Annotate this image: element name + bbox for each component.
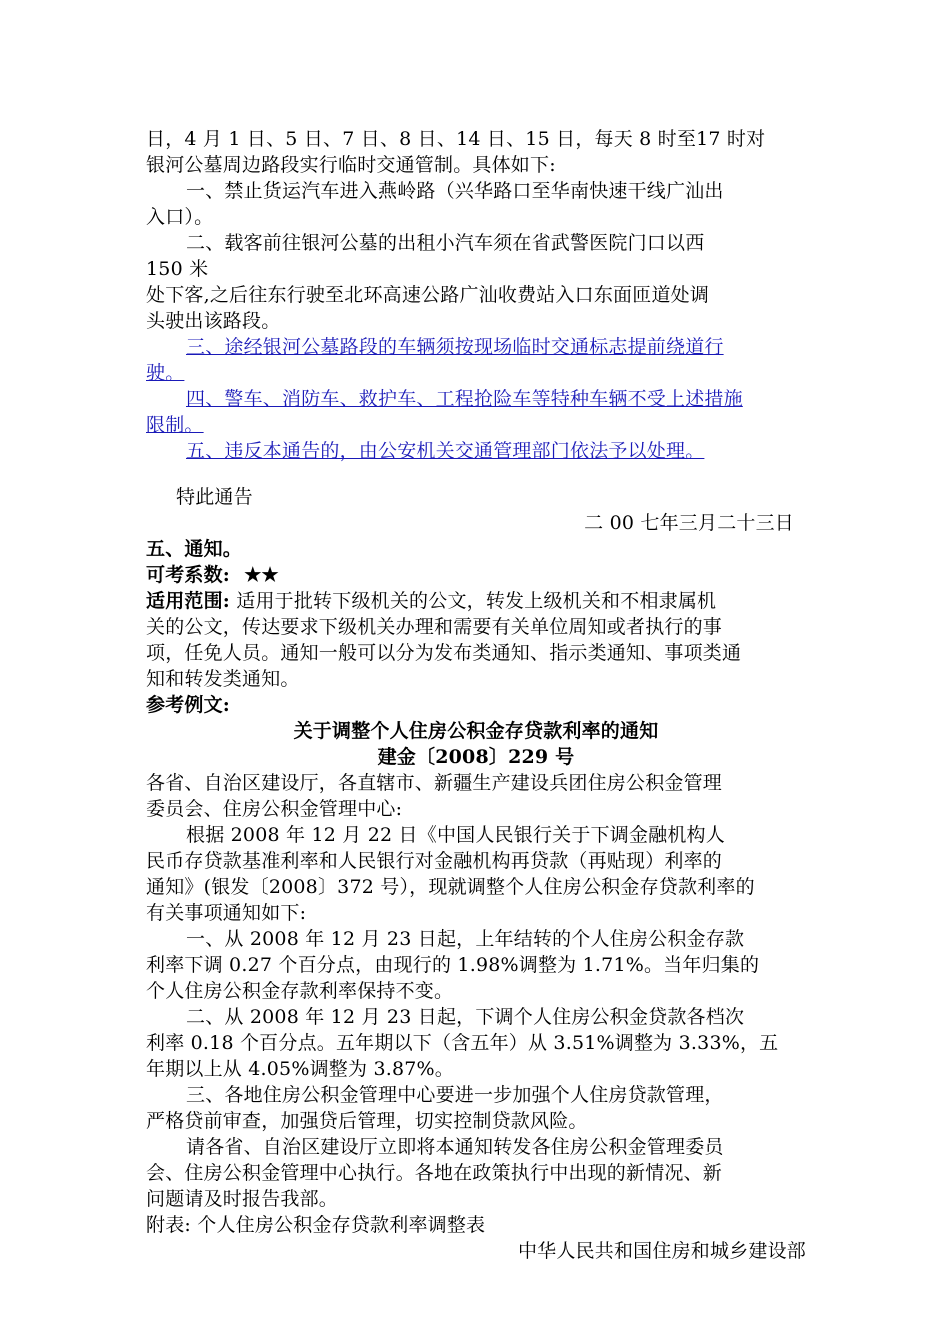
scope-line: 知和转发类通知。 bbox=[146, 668, 300, 690]
example-doc-number: 建金〔2008〕229 号 bbox=[377, 746, 575, 768]
example-line: 根据 2008 年 12 月 22 日《中国人民银行关于下调金融机构人 bbox=[186, 824, 725, 846]
exam-factor bbox=[146, 562, 806, 588]
example-line: 通知》(银发〔2008〕372 号），现就调整个人住房公积金存贷款利率的 bbox=[146, 876, 755, 898]
scope-text: 适用于批转下级机关的公文，转发上级机关和不相隶属机 bbox=[230, 590, 717, 612]
notice-item-1: 一、禁止货运汽车进入燕岭路（兴华路口至华南快速干线广汕出 bbox=[186, 180, 724, 202]
notice-item-4-link-cont[interactable]: 限制。 bbox=[146, 414, 204, 436]
attachment-line: 附表: 个人住房公积金存贷款利率调整表 bbox=[146, 1214, 486, 1236]
notice-item-3-link-cont[interactable]: 驶。 bbox=[146, 362, 185, 384]
example-line: 会、住房公积金管理中心执行。各地在政策执行中出现的新情况、新 bbox=[146, 1162, 723, 1184]
example-line: 个人住房公积金存款利率保持不变。 bbox=[146, 980, 454, 1002]
example-line: 利率下调 0.27 个百分点，由现行的 1.98%调整为 1.71%。当年归集的 bbox=[146, 954, 760, 976]
notice-date: 二 00 七年三月二十三日 bbox=[584, 512, 794, 534]
example-line: 年期以上从 4.05%调整为 3.87%。 bbox=[146, 1058, 454, 1080]
star-rating-icon: ★★ bbox=[244, 564, 279, 586]
example-line: 利率 0.18 个百分点。五年期以下（含五年）从 3.51%调整为 3.33%，五 bbox=[146, 1032, 779, 1054]
example-line: 一、从 2008 年 12 月 23 日起，上年结转的个人住房公积金存款 bbox=[186, 928, 745, 950]
section-heading: 五、通知。 bbox=[146, 538, 243, 560]
example-line: 民币存贷款基准利率和人民银行对金融机构再贷款（再贴现）利率的 bbox=[146, 850, 723, 872]
notice-line: 处下客,之后往东行驶至北环高速公路广汕收费站入口东面匝道处调 bbox=[146, 284, 710, 306]
notice-item-4-link[interactable]: 四、警车、消防车、救护车、工程抢险车等特种车辆不受上述措施 bbox=[186, 388, 743, 410]
example-label: 参考例文: bbox=[146, 694, 231, 716]
example-line: 请各省、自治区建设厅立即将本通知转发各住房公积金管理委员 bbox=[186, 1136, 724, 1158]
example-title: 关于调整个人住房公积金存贷款利率的通知 bbox=[293, 720, 659, 742]
scope-line bbox=[146, 588, 806, 614]
example-line: 三、各地住房公积金管理中心要进一步加强个人住房贷款管理， bbox=[186, 1084, 724, 1106]
notice-line: 银河公墓周边路段实行临时交通管制。具体如下: bbox=[146, 154, 556, 176]
scope-line: 关的公文，传达要求下级机关办理和需要有关单位周知或者执行的事 bbox=[146, 616, 723, 638]
example-line: 各省、自治区建设厅，各直辖市、新疆生产建设兵团住房公积金管理 bbox=[146, 772, 723, 794]
notice-item-3-link[interactable]: 三、途经银河公墓路段的车辆须按现场临时交通标志提前绕道行 bbox=[186, 336, 724, 358]
notice-line: 头驶出该路段。 bbox=[146, 310, 281, 332]
example-line: 二、从 2008 年 12 月 23 日起，下调个人住房公积金贷款各档次 bbox=[186, 1006, 745, 1028]
scope-line: 项，任免人员。通知一般可以分为发布类通知、指示类通知、事项类通 bbox=[146, 642, 742, 664]
exam-factor-label: 可考系数: bbox=[146, 564, 231, 586]
notice-item-2: 二、载客前往银河公墓的出租小汽车须在省武警医院门口以西 bbox=[186, 232, 705, 254]
example-line: 严格贷前审查，加强贷后管理，切实控制贷款风险。 bbox=[146, 1110, 588, 1132]
example-line: 委员会、住房公积金管理中心: bbox=[146, 798, 403, 820]
notice-line: 150 米 bbox=[146, 258, 209, 280]
notice-line: 日，4 月 1 日、5 日、7 日、8 日、14 日、15 日，每天 8 时至17 时对 bbox=[146, 128, 766, 150]
notice-closing: 特此通告 bbox=[176, 486, 253, 508]
signature: 中华人民共和国住房和城乡建设部 bbox=[517, 1240, 806, 1262]
example-line: 有关事项通知如下: bbox=[146, 902, 307, 924]
notice-line: 入口）。 bbox=[146, 206, 214, 228]
scope-label: 适用范围: bbox=[146, 590, 231, 612]
notice-item-5-link[interactable]: 五、违反本通告的，由公安机关交通管理部门依法予以处理。 bbox=[186, 440, 705, 462]
example-line: 问题请及时报告我部。 bbox=[146, 1188, 339, 1210]
